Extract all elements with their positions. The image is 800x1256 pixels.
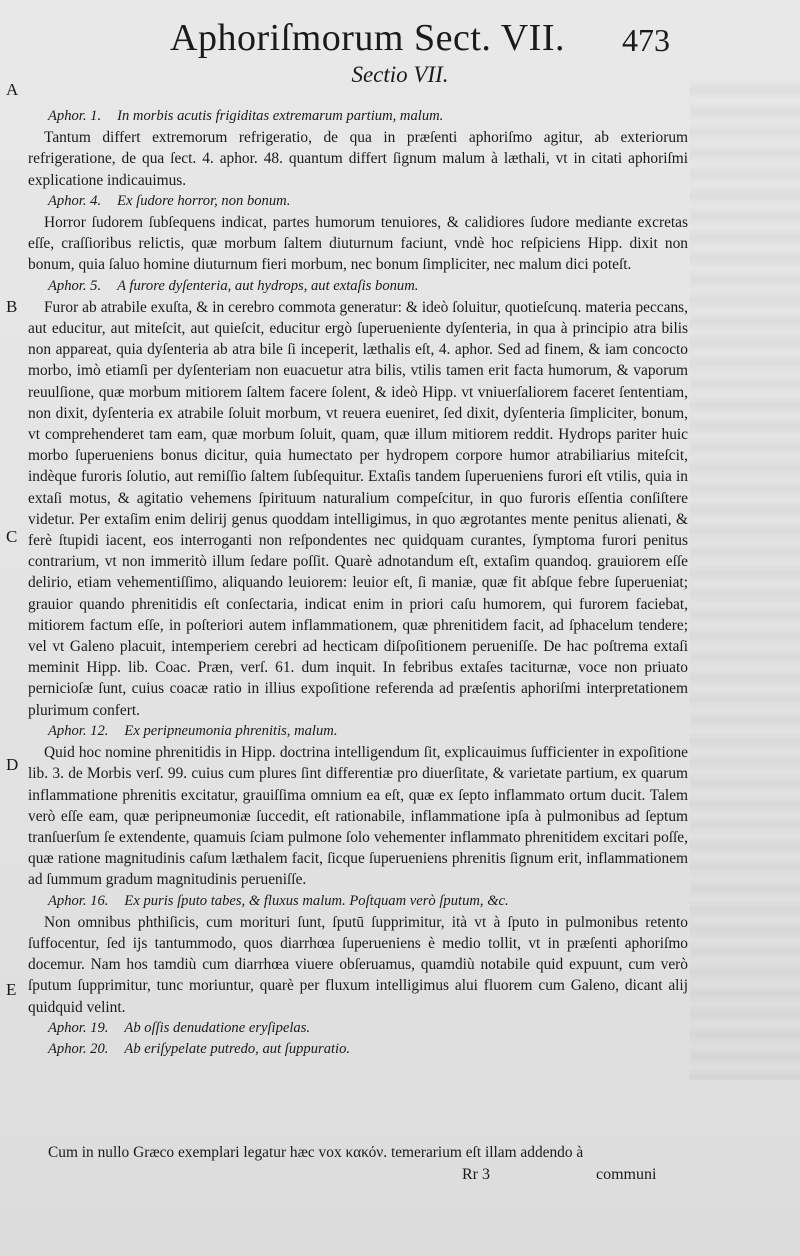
show-through-shadow [690, 80, 800, 1080]
margin-letter-e: E [6, 980, 17, 999]
aphorism-label: Aphor. 4. [48, 192, 102, 209]
margin-letter-c: C [6, 527, 18, 546]
aphorism-heading [28, 276, 688, 297]
commentary-paragraph: Tantum differt extremorum refrigeratio, de qua in præſenti aphoriſmo agitur, ab exteriorum refrigeratione, de qua ſect. 4. aphor. 48. quantum differt ſignum malum à læthali, vt in citati aphoriſmi explicatione indicauimus. [28, 129, 688, 189]
aphorism-label: Aphor. 12. [48, 722, 109, 739]
aphorism-heading [28, 106, 688, 127]
aphorism-title: Ab eriſypelate putredo, aut ſuppuratio. [124, 1040, 351, 1057]
commentary-paragraph: Furor ab atrabile exuſta, & in cerebro commota generatur: & ideò ſoluitur, quotieſcunq. materia peccans, aut educitur, aut miteſcit, aut quieſcit, educitur ergò ſuperueniente dyſenteria, in qua à principio atra bilis non appareat, quia dyſenteria ab atra bile ſi inceperit, læthalis eſt, 4. aphor. Sed ad finem, & iam concocto morbo, imò etiamſi per dyſenteriam non euacuetur atra bilis, vtilis tamen erit facta humorum, & vaporum reuulſione, quæ morbum mitiorem ſaltem facere ſolent, & ideò Hipp. vt vniuerſaliorem faceret ſententiam, non dixit, dyſenteria ex atrabile ſoluit morbum, vt reuera eueniret, ſed dixit, dyſenteria ſimpliciter, bonum, vt comprehenderet tam eam, quæ morbum ſoluit, quam, quæ illum mitiorem reddit. Hydrops pariter huic morbo ſuperueniens bonus dicitur, quia humectato per hydropem corpore humor atrabiliarius miteſcit, indèque furoris ſolutio, aut remiſſio ſaltem ſubſequitur. Extaſis tandem ſuperueniens furori eſt vtilis, quia in extaſi motus, & agitatio vehemens ſpirituum naturalium compeſcitur, in quo furoris eſſentia conſiſtere videtur. Per extaſim enim delirij genus quoddam intelligimus, in quo ægrotantes mente penitus alienati, & ferè ſtupidi iacent, eos interroganti non reſpondentes nec quidquam curantes, ſymptoma furori penitus contrarium, vt non immeritò illum ſedare poſſit. Quarè adnotandum eſt, extaſim quandoq. grauiorem eſſe delirio, etiam vehementiſſimo, aliquando leuiorem: leuior eſt, ſi maniæ, quæ fit abſque febre ſuperueniat; grauior quando phrenitidis eſt conſectaria, indicat enim in priori caſu humorem, qui furorem faciebat, mitiorem factum eſſe, in poſteriori autem inflammationem, quæ phrenitidem facit, ad ſphacelum tendere; vel vt Galeno placuit, intemperiem cerebri ad hecticam diſpoſitionem perueniſſe. De hac poſtrema extaſi meminit Hipp. lib. Coac. Præn, verſ. 61. dum inquit. In febribus extaſes taciturnæ, voce non priuato pernicioſæ ſunt, cuius coacæ ratio in illius expoſitione referenda ad præſentis aphoriſmi interpretationem plurimum confert. [28, 298, 688, 719]
aphorism-heading [28, 191, 688, 212]
aphorism-label: Aphor. 5. [48, 277, 102, 294]
aphorism-heading [28, 1018, 688, 1039]
page-footer [0, 1166, 800, 1190]
aphorism-heading [28, 1039, 688, 1060]
last-line: Cum in nullo Græco exemplari legatur hæc vox κακόν. temerarium eſt illam addendo à [48, 1144, 584, 1161]
aphorism-heading [28, 891, 688, 912]
commentary-paragraph: Horror ſudorem ſubſequens indicat, partes humorum tenuiores, & calidiores ſudore mediante excretas eſſe, craſſioribus relictis, quæ morbum ſaltem diuturnum faciunt, vndè hoc reſpiciens Hipp. dixit non bonum, quia ſaluo homine diuturnum fieri morbum, nec bonum ſimpliciter, nec malum dici poteſt. [28, 214, 688, 274]
aphorism-label: Aphor. 1. [48, 108, 102, 124]
aphorism-title: Ex ſudore horror, non bonum. [117, 192, 291, 209]
commentary-paragraph: Non omnibus phthiſicis, cum morituri ſunt, ſputū ſupprimitur, ità vt à ſputo in pulmonibus retento ſuffocentur, ſed ijs tantummodo, quos diarrhœa ſuperueniens è medio tollit, vt in præſenti aphoriſmo docemur. Nam hos tamdiù cum diarrhœa viuere obſeruamus, quamdiù notabile quid expuunt, cum verò ſputum ſupprimitur, tunc moriuntur, quarè per fluxum intelligimus alui fluorem cum Galeno, dicant alij quidquid velint. [28, 913, 688, 1016]
signature-mark: Rr 3 [462, 1166, 490, 1183]
margin-letter-d: D [6, 755, 19, 774]
aphorism-label: Aphor. 20. [48, 1040, 109, 1057]
aphorism-heading [28, 721, 688, 742]
main-text [28, 106, 688, 1060]
aphorism-title: In morbis acutis frigiditas extremarum partium, malum. [117, 108, 444, 124]
catchword: communi [596, 1166, 657, 1183]
margin-letter-b: B [6, 297, 18, 316]
margin-letter-a: A [6, 80, 19, 99]
aphorism-title: A furore dyſenteria, aut hydrops, aut extaſis bonum. [117, 277, 419, 294]
aphorism-title: Ab oſſis denudatione eryſipelas. [124, 1019, 311, 1036]
page-header [0, 10, 800, 60]
running-head: Aphoriſmorum Sect. VII. [170, 17, 565, 59]
aphorism-label: Aphor. 16. [48, 892, 109, 909]
commentary-paragraph: Quid hoc nomine phrenitidis in Hipp. doctrina intelligendum ſit, explicauimus ſufficienter in expoſitione lib. 3. de Morbis verſ. 99. cuius cum plures ſint differentiæ pro diuerſitate, & varietate partium, ex quarum inflammatione phrenitis excitatur, grauiſſima omnium ea eſt, quæ ex ſepto inflammato ortum ducit. Talem verò eſſe eam, quæ peripneumoniæ ſuccedit, eſt rationabile, inflammatione ipſa à pulmonibus ad ſeptum tranſuerſum ſe extendente, quamuis ſciam pulmone ſolo vehementer inflammato phrenitidem excitari poſſe, quæ ratione magnitudinis caſum læthalem facit, ſicque ſuperueniens phrenitis ſignum erit, inflammationem ad ſummum gradum magnitudinis perueniſſe. [28, 744, 688, 889]
aphorism-title: Ex puris ſputo tabes, & fluxus malum. Poſtquam verò ſputum, &c. [124, 892, 509, 909]
page-number: 473 [622, 22, 670, 58]
section-title: Sectio VII. [351, 62, 449, 87]
aphorism-label: Aphor. 19. [48, 1019, 109, 1036]
aphorism-title: Ex peripneumonia phrenitis, malum. [124, 722, 338, 739]
